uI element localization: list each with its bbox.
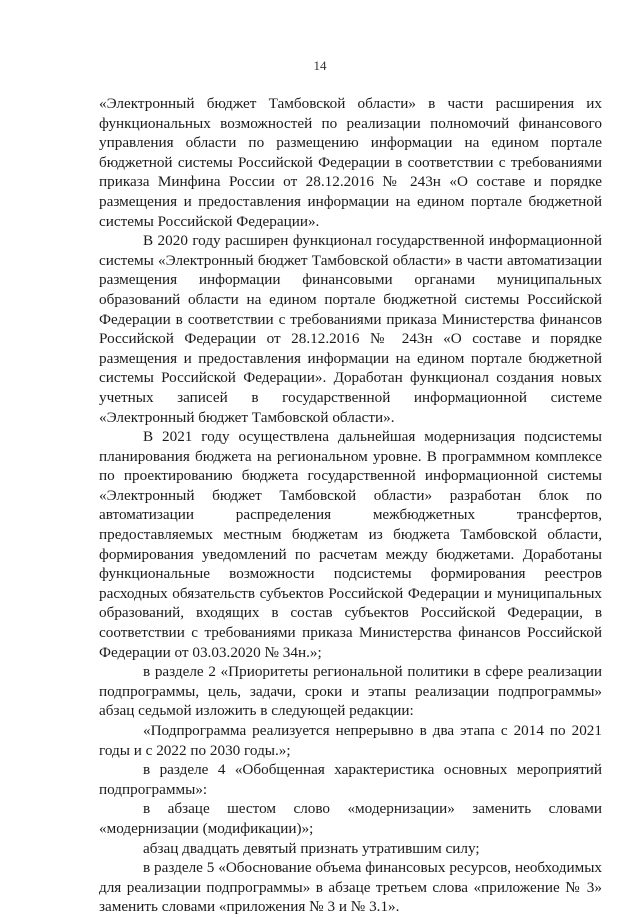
paragraph-4: в разделе 2 «Приоритеты региональной политики в сфере реализации подпрограммы, цель, задачи, сроки и этапы реализации подпрограммы» абзац седьмой изложить в следующей редакции: — [99, 663, 602, 720]
document-body — [99, 94, 602, 917]
paragraph-6: в разделе 4 «Обобщенная характеристика основных мероприятий подпрограммы»: — [99, 761, 602, 798]
paragraph-7: в абзаце шестом слово «модернизации» заменить словами «модернизации (модификации)»; — [99, 800, 602, 837]
paragraph-9: в разделе 5 «Обоснование объема финансовых ресурсов, необходимых для реализации подпрограммы» в абзаце третьем слова «приложение № 3» заменить словами «приложения № 3 и № 3.1». — [99, 859, 602, 916]
paragraph-2: В 2020 году расширен функционал государственной информационной системы «Электронный бюджет Тамбовской области» в части автоматизации размещения информации финансовыми органами муниципальных образований области на едином портале бюджетной системы Российской Федерации в соответствии с требованиями приказа Министерства финансов Российской Федерации от 28.12.2016 № 243н «О составе и порядке размещения и предоставления информации на едином портале бюджетной системы Российской Федерации». Доработан функционал создания новых учетных записей в государственной информационной системе «Электронный бюджет Тамбовской области». — [99, 232, 602, 426]
page-number: 14 — [313, 58, 327, 73]
paragraph-3: В 2021 году осуществлена дальнейшая модернизация подсистемы планирования бюджета на региональном уровне. В программном комплексе по проектированию бюджета государственной информационной системы «Электронный бюджет Тамбовской области» разработан блок по автоматизации распределения межбюджетных трансфертов, предоставляемых местным бюджетам из бюджета Тамбовской области, формирования уведомлений по расчетам между бюджетами. Доработаны функциональные возможности подсистемы формирования реестров расходных обязательств субъектов Российской Федерации и муниципальных образований, входящих в состав субъектов Российской Федерации, в соответствии с требованиями приказа Министерства финансов Российской Федерации от 03.03.2020 № 34н.»; — [99, 428, 602, 661]
paragraph-1: «Электронный бюджет Тамбовской области» в части расширения их функциональных возможностей по реализации полномочий финансового управления области по размещению информации на едином портале бюджетной системы Российской Федерации в соответствии с требованиями приказа Минфина России от 28.12.2016 № 243н «О составе и порядке размещения и предоставления информации на едином портале бюджетной системы Российской Федерации». — [99, 95, 602, 230]
paragraph-5: «Подпрограмма реализуется непрерывно в два этапа с 2014 по 2021 годы и с 2022 по 2030 годы.»; — [99, 722, 602, 759]
paragraph-8: абзац двадцать девятый признать утратившим силу; — [143, 839, 480, 857]
